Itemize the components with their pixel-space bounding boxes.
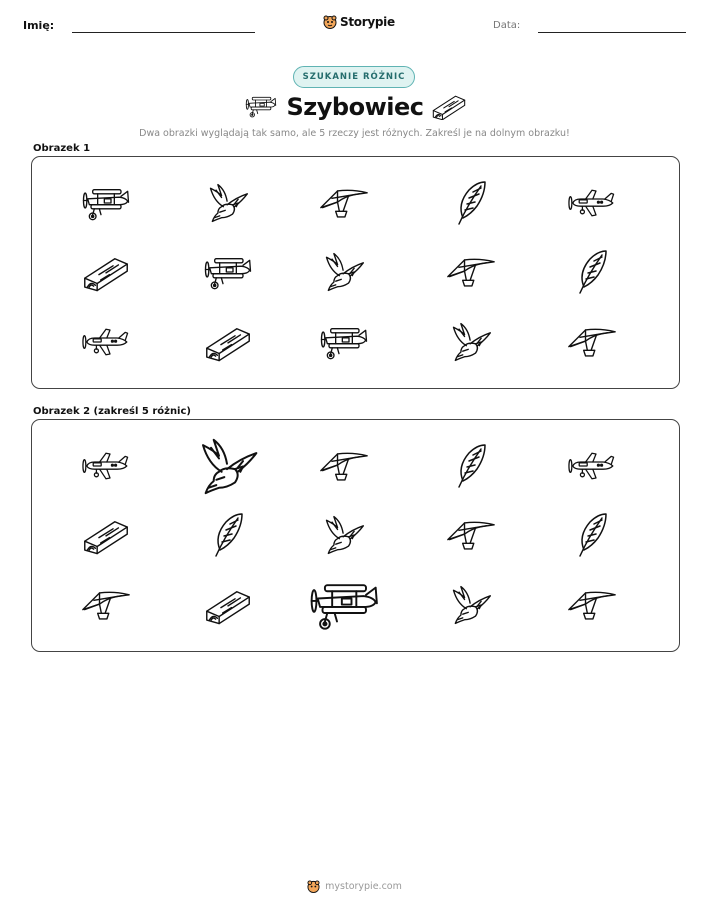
category-badge: SZUKANIE RÓŻNIC [293, 66, 415, 88]
eagle-icon [448, 321, 494, 363]
propeller-plane-icon[interactable] [568, 450, 616, 482]
propeller-plane-icon [568, 187, 616, 219]
wood-plank-icon[interactable] [83, 515, 129, 555]
wood-plank-icon [205, 322, 251, 362]
hang-glider-icon [446, 256, 496, 288]
hang-glider-icon[interactable] [446, 519, 496, 551]
instruction-text: Dwa obrazki wyglądają tak samo, ale 5 rzeczy jest różnych. Zakreśl je na dolnym obrazku! [139, 128, 570, 139]
feather-icon [454, 180, 488, 226]
eagle-icon[interactable] [321, 514, 367, 556]
propeller-plane-icon[interactable] [82, 450, 130, 482]
picture-2-label: Obrazek 2 (zakreśl 5 różnic) [33, 406, 191, 417]
feather-icon[interactable] [454, 443, 488, 489]
propeller-plane-icon [82, 326, 130, 358]
wood-plank-icon[interactable] [205, 585, 251, 625]
eagle-icon [321, 251, 367, 293]
eagle-icon[interactable] [195, 436, 262, 497]
biplane-icon [319, 323, 369, 361]
wood-plank-icon [83, 252, 129, 292]
hang-glider-icon[interactable] [567, 589, 617, 621]
eagle-icon[interactable] [448, 584, 494, 626]
wood-plank-icon [432, 92, 466, 120]
hang-glider-icon [319, 187, 369, 219]
feather-icon[interactable] [575, 512, 609, 558]
biplane-icon [244, 94, 278, 118]
picture-1-panel [31, 156, 680, 389]
biplane-icon [203, 253, 253, 291]
hang-glider-icon[interactable] [81, 589, 131, 621]
page-title: Szybowiec [286, 93, 424, 121]
hang-glider-icon[interactable] [319, 450, 369, 482]
biplane-icon [81, 184, 131, 222]
hang-glider-icon [567, 326, 617, 358]
storypie-mascot-icon [323, 15, 337, 29]
storypie-mascot-icon [307, 880, 320, 893]
picture-2-panel[interactable] [31, 419, 680, 652]
footer-url: mystorypie.com [325, 881, 402, 892]
feather-icon[interactable] [211, 512, 245, 558]
biplane-icon[interactable] [308, 577, 381, 632]
feather-icon [575, 249, 609, 295]
brand-name: Storypie [340, 15, 395, 29]
picture-1-label: Obrazek 1 [33, 143, 91, 154]
footer [0, 880, 709, 893]
date-label: Data: [493, 20, 521, 31]
brand-logo [323, 12, 395, 32]
eagle-icon [205, 182, 251, 224]
date-field-line[interactable] [538, 32, 686, 33]
name-label: Imię: [23, 19, 55, 32]
name-field-line[interactable] [72, 32, 255, 33]
